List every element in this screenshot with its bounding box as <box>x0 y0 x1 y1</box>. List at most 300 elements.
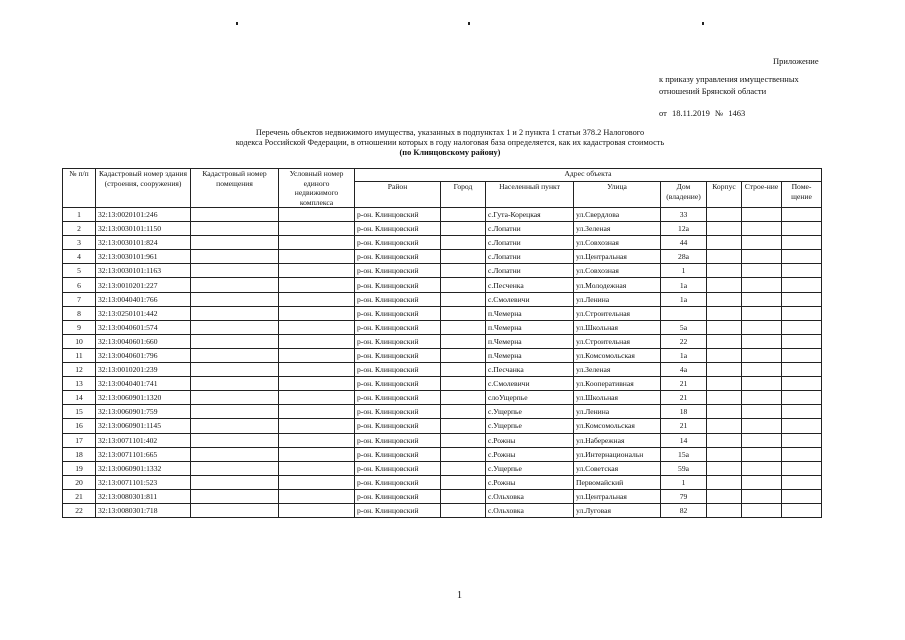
cell-conditional-number <box>279 461 355 475</box>
cell-settlement: п.Чемерна <box>486 320 574 334</box>
cell-city <box>441 377 486 391</box>
cell-building <box>707 363 742 377</box>
cell-structure <box>742 208 782 222</box>
cell-settlement: с.Рожны <box>486 433 574 447</box>
list-intro <box>150 128 750 158</box>
cell-house: 18 <box>661 405 707 419</box>
cell-room-number <box>191 208 279 222</box>
table-row <box>63 489 822 503</box>
cell-house: 4а <box>661 363 707 377</box>
cell-building <box>707 222 742 236</box>
cell-building <box>707 278 742 292</box>
cell-premises <box>782 250 822 264</box>
cell-street: ул.Набережная <box>574 433 661 447</box>
cell-room-number <box>191 222 279 236</box>
cell-district: р-он. Клинцовский <box>355 292 441 306</box>
cell-room-number <box>191 447 279 461</box>
cell-structure <box>742 447 782 461</box>
cell-district: р-он. Клинцовский <box>355 489 441 503</box>
cell-num: 21 <box>63 489 96 503</box>
cell-conditional-number <box>279 348 355 362</box>
table-row <box>63 250 822 264</box>
cell-room-number <box>191 405 279 419</box>
cell-house: 1а <box>661 292 707 306</box>
cell-room-number <box>191 461 279 475</box>
cell-house: 28а <box>661 250 707 264</box>
cell-cadastral-number: 32:13:0030101:824 <box>96 236 191 250</box>
cell-premises <box>782 503 822 517</box>
cell-premises <box>782 320 822 334</box>
cell-house: 5а <box>661 320 707 334</box>
cell-num: 18 <box>63 447 96 461</box>
cell-room-number <box>191 334 279 348</box>
cell-structure <box>742 264 782 278</box>
cell-cadastral-number: 32:13:0020101:246 <box>96 208 191 222</box>
header-conditional-number: Условный номер единого недвижимого комплекса <box>279 169 355 208</box>
cell-city <box>441 405 486 419</box>
table-row <box>63 320 822 334</box>
cell-city <box>441 363 486 377</box>
table-row <box>63 306 822 320</box>
table-row <box>63 405 822 419</box>
cell-premises <box>782 419 822 433</box>
cell-city <box>441 433 486 447</box>
cell-settlement: с.Ольховка <box>486 503 574 517</box>
cell-settlement: с.Гута-Корецкая <box>486 208 574 222</box>
cell-room-number <box>191 489 279 503</box>
cell-conditional-number <box>279 222 355 236</box>
table-row <box>63 222 822 236</box>
cell-premises <box>782 377 822 391</box>
cell-num: 16 <box>63 419 96 433</box>
cell-num: 17 <box>63 433 96 447</box>
cell-cadastral-number: 32:13:0071101:523 <box>96 475 191 489</box>
cell-building <box>707 320 742 334</box>
cell-settlement: п.Чемерна <box>486 306 574 320</box>
cell-settlement: с.Ущерпье <box>486 461 574 475</box>
cell-building <box>707 377 742 391</box>
table-row <box>63 503 822 517</box>
cell-building <box>707 447 742 461</box>
header-cadastral-room: Кадастровый номер помещения <box>191 169 279 208</box>
cell-conditional-number <box>279 475 355 489</box>
cell-city <box>441 264 486 278</box>
cell-conditional-number <box>279 433 355 447</box>
cell-street: ул.Зеленая <box>574 222 661 236</box>
cell-room-number <box>191 264 279 278</box>
cell-structure <box>742 377 782 391</box>
cell-street: ул.Совхозная <box>574 264 661 278</box>
table-row <box>63 419 822 433</box>
cell-conditional-number <box>279 489 355 503</box>
cell-district: р-он. Клинцовский <box>355 461 441 475</box>
cell-num: 20 <box>63 475 96 489</box>
cell-structure <box>742 419 782 433</box>
cell-district: р-он. Клинцовский <box>355 334 441 348</box>
cell-house: 21 <box>661 391 707 405</box>
cell-cadastral-number: 32:13:0040401:766 <box>96 292 191 306</box>
cell-building <box>707 405 742 419</box>
cell-cadastral-number: 32:13:0040601:796 <box>96 348 191 362</box>
cell-room-number <box>191 475 279 489</box>
cell-premises <box>782 208 822 222</box>
cell-room-number <box>191 236 279 250</box>
cell-settlement: слоУщерпье <box>486 391 574 405</box>
cell-structure <box>742 489 782 503</box>
cell-cadastral-number: 32:13:0030101:1163 <box>96 264 191 278</box>
cell-cadastral-number: 32:13:0030101:1150 <box>96 222 191 236</box>
cell-settlement: с.Лопатни <box>486 264 574 278</box>
cell-district: р-он. Клинцовский <box>355 306 441 320</box>
cell-city <box>441 391 486 405</box>
table-row <box>63 447 822 461</box>
cell-district: р-он. Клинцовский <box>355 363 441 377</box>
header-settlement: Населенный пункт <box>486 182 574 208</box>
cell-street: ул.Школьная <box>574 320 661 334</box>
cell-cadastral-number: 32:13:0010201:239 <box>96 363 191 377</box>
cell-cadastral-number: 32:13:0030101:961 <box>96 250 191 264</box>
cell-structure <box>742 236 782 250</box>
scan-mark <box>468 22 470 25</box>
table-body <box>63 208 822 518</box>
cell-city <box>441 475 486 489</box>
cell-premises <box>782 292 822 306</box>
cell-district: р-он. Клинцовский <box>355 250 441 264</box>
cell-building <box>707 306 742 320</box>
cell-settlement: с.Рожны <box>486 447 574 461</box>
cell-conditional-number <box>279 391 355 405</box>
cell-premises <box>782 391 822 405</box>
cell-structure <box>742 320 782 334</box>
cell-conditional-number <box>279 250 355 264</box>
cell-conditional-number <box>279 208 355 222</box>
cell-num: 6 <box>63 278 96 292</box>
table-header-row <box>63 169 822 182</box>
cell-room-number <box>191 419 279 433</box>
order-line-1: к приказу управления имущественных <box>659 74 799 84</box>
cell-premises <box>782 236 822 250</box>
cell-city <box>441 306 486 320</box>
cell-street: ул.Совхозная <box>574 236 661 250</box>
cell-room-number <box>191 377 279 391</box>
table-row <box>63 475 822 489</box>
cell-building <box>707 419 742 433</box>
cell-district: р-он. Клинцовский <box>355 503 441 517</box>
cell-city <box>441 278 486 292</box>
cell-conditional-number <box>279 292 355 306</box>
cell-premises <box>782 475 822 489</box>
cell-num: 15 <box>63 405 96 419</box>
cell-structure <box>742 391 782 405</box>
cell-num: 10 <box>63 334 96 348</box>
cell-city <box>441 208 486 222</box>
cell-premises <box>782 306 822 320</box>
table-row <box>63 461 822 475</box>
header-street: Улица <box>574 182 661 208</box>
cell-structure <box>742 334 782 348</box>
cell-city <box>441 250 486 264</box>
cell-conditional-number <box>279 405 355 419</box>
cell-city <box>441 503 486 517</box>
cell-structure <box>742 278 782 292</box>
cell-cadastral-number: 32:13:0060901:759 <box>96 405 191 419</box>
cell-num: 1 <box>63 208 96 222</box>
cell-house: 12а <box>661 222 707 236</box>
cell-street: ул.Школьная <box>574 391 661 405</box>
cell-street: ул.Центральная <box>574 489 661 503</box>
cell-cadastral-number: 32:13:0080301:718 <box>96 503 191 517</box>
cell-conditional-number <box>279 320 355 334</box>
cell-settlement: с.Лопатни <box>486 250 574 264</box>
cell-conditional-number <box>279 236 355 250</box>
cell-structure <box>742 363 782 377</box>
cell-house: 33 <box>661 208 707 222</box>
cell-settlement: с.Ущерпье <box>486 419 574 433</box>
cell-settlement: с.Смолевичи <box>486 377 574 391</box>
cell-building <box>707 433 742 447</box>
cell-cadastral-number: 32:13:0040401:741 <box>96 377 191 391</box>
cell-house: 44 <box>661 236 707 250</box>
cell-num: 9 <box>63 320 96 334</box>
cell-premises <box>782 222 822 236</box>
table-row <box>63 278 822 292</box>
cell-building <box>707 348 742 362</box>
cell-num: 22 <box>63 503 96 517</box>
cell-premises <box>782 405 822 419</box>
cell-cadastral-number: 32:13:0250101:442 <box>96 306 191 320</box>
cell-num: 14 <box>63 391 96 405</box>
header-city: Город <box>441 182 486 208</box>
cell-settlement: с.Ущерпье <box>486 405 574 419</box>
cell-cadastral-number: 32:13:0040601:660 <box>96 334 191 348</box>
cell-conditional-number <box>279 264 355 278</box>
intro-line-2: кодекса Российской Федерации, в отношении которых в году налоговая база определяется, как их кадастровая стоимость <box>235 138 665 147</box>
cell-district: р-он. Клинцовский <box>355 320 441 334</box>
table-row <box>63 292 822 306</box>
cell-street: ул.Луговая <box>574 503 661 517</box>
cell-street: ул.Строительная <box>574 334 661 348</box>
cell-conditional-number <box>279 363 355 377</box>
cell-conditional-number <box>279 503 355 517</box>
cell-premises <box>782 278 822 292</box>
cell-district: р-он. Клинцовский <box>355 391 441 405</box>
cell-room-number <box>191 250 279 264</box>
cell-street: Первомайский <box>574 475 661 489</box>
cell-street: ул.Строительная <box>574 306 661 320</box>
cell-street: ул.Свердлова <box>574 208 661 222</box>
cell-district: р-он. Клинцовский <box>355 278 441 292</box>
cell-building <box>707 236 742 250</box>
cell-city <box>441 292 486 306</box>
header-num: № п/п <box>63 169 96 208</box>
cell-cadastral-number: 32:13:0060901:1332 <box>96 461 191 475</box>
cell-street: ул.Советская <box>574 461 661 475</box>
cell-num: 19 <box>63 461 96 475</box>
cell-district: р-он. Клинцовский <box>355 208 441 222</box>
cell-street: ул.Кооперативная <box>574 377 661 391</box>
cell-room-number <box>191 306 279 320</box>
cell-street: ул.Комсомольская <box>574 419 661 433</box>
cell-district: р-он. Клинцовский <box>355 447 441 461</box>
cell-structure <box>742 503 782 517</box>
cell-structure <box>742 405 782 419</box>
cell-room-number <box>191 348 279 362</box>
cell-premises <box>782 447 822 461</box>
cell-settlement: с.Рожны <box>486 475 574 489</box>
cell-building <box>707 292 742 306</box>
cell-building <box>707 264 742 278</box>
header-structure: Строе-ние <box>742 182 782 208</box>
cell-num: 5 <box>63 264 96 278</box>
cell-settlement: с.Ольховка <box>486 489 574 503</box>
cell-settlement: с.Песченка <box>486 278 574 292</box>
cell-street: ул.Молодежная <box>574 278 661 292</box>
cell-district: р-он. Клинцовский <box>355 222 441 236</box>
cell-house: 82 <box>661 503 707 517</box>
cell-structure <box>742 306 782 320</box>
header-premises: Поме-щение <box>782 182 822 208</box>
cell-building <box>707 489 742 503</box>
table-row <box>63 391 822 405</box>
cell-settlement: с.Песчанка <box>486 363 574 377</box>
cell-structure <box>742 348 782 362</box>
cell-num: 3 <box>63 236 96 250</box>
cell-house: 21 <box>661 419 707 433</box>
cell-city <box>441 222 486 236</box>
cell-city <box>441 489 486 503</box>
cell-premises <box>782 461 822 475</box>
table-row <box>63 208 822 222</box>
table-row <box>63 264 822 278</box>
cell-conditional-number <box>279 278 355 292</box>
cell-district: р-он. Клинцовский <box>355 475 441 489</box>
table-row <box>63 377 822 391</box>
cell-district: р-он. Клинцовский <box>355 419 441 433</box>
header-house: Дом (владение) <box>661 182 707 208</box>
cell-structure <box>742 461 782 475</box>
cell-house: 1а <box>661 348 707 362</box>
cell-house: 1 <box>661 264 707 278</box>
cell-room-number <box>191 320 279 334</box>
cell-structure <box>742 250 782 264</box>
cell-settlement: п.Чемерна <box>486 348 574 362</box>
cell-num: 12 <box>63 363 96 377</box>
page-number: 1 <box>457 590 462 601</box>
cell-num: 13 <box>63 377 96 391</box>
cell-district: р-он. Клинцовский <box>355 236 441 250</box>
cell-cadastral-number: 32:13:0071101:665 <box>96 447 191 461</box>
cell-cadastral-number: 32:13:0060901:1145 <box>96 419 191 433</box>
cell-room-number <box>191 503 279 517</box>
cell-premises <box>782 334 822 348</box>
cell-conditional-number <box>279 334 355 348</box>
cell-num: 4 <box>63 250 96 264</box>
cell-premises <box>782 264 822 278</box>
cell-house <box>661 306 707 320</box>
cell-settlement: с.Смолевичи <box>486 292 574 306</box>
cell-city <box>441 447 486 461</box>
cell-cadastral-number: 32:13:0080301:811 <box>96 489 191 503</box>
cell-house: 14 <box>661 433 707 447</box>
appendix-title: Приложение <box>773 56 819 66</box>
intro-district: (по Клинцовскому району) <box>399 148 501 157</box>
cell-district: р-он. Клинцовский <box>355 377 441 391</box>
header-building: Корпус <box>707 182 742 208</box>
header-address: Адрес объекта <box>355 169 822 182</box>
cell-district: р-он. Клинцовский <box>355 348 441 362</box>
cell-structure <box>742 292 782 306</box>
cell-num: 8 <box>63 306 96 320</box>
table-row <box>63 236 822 250</box>
cell-num: 2 <box>63 222 96 236</box>
cell-settlement: с.Лопатни <box>486 236 574 250</box>
cell-room-number <box>191 278 279 292</box>
cell-cadastral-number: 32:13:0010201:227 <box>96 278 191 292</box>
cell-street: ул.Ленина <box>574 292 661 306</box>
cell-city <box>441 334 486 348</box>
cell-city <box>441 320 486 334</box>
cell-num: 7 <box>63 292 96 306</box>
cell-premises <box>782 489 822 503</box>
cell-city <box>441 348 486 362</box>
cell-conditional-number <box>279 377 355 391</box>
cell-building <box>707 208 742 222</box>
cell-house: 22 <box>661 334 707 348</box>
scan-mark <box>236 22 238 25</box>
cell-conditional-number <box>279 419 355 433</box>
cell-building <box>707 475 742 489</box>
cell-premises <box>782 433 822 447</box>
cell-city <box>441 461 486 475</box>
cell-settlement: с.Лопатни <box>486 222 574 236</box>
cell-room-number <box>191 433 279 447</box>
cell-street: ул.Интернациональн <box>574 447 661 461</box>
cell-structure <box>742 433 782 447</box>
cell-conditional-number <box>279 447 355 461</box>
scan-mark <box>702 22 704 25</box>
header-cadastral-building: Кадастровый номер здания (строения, сооружения) <box>96 169 191 208</box>
cell-district: р-он. Клинцовский <box>355 264 441 278</box>
header-district: Район <box>355 182 441 208</box>
cell-building <box>707 391 742 405</box>
table-row <box>63 363 822 377</box>
cell-house: 1 <box>661 475 707 489</box>
cell-house: 21 <box>661 377 707 391</box>
cell-structure <box>742 475 782 489</box>
cell-building <box>707 503 742 517</box>
cell-street: ул.Зеленая <box>574 363 661 377</box>
cell-building <box>707 334 742 348</box>
cell-premises <box>782 348 822 362</box>
cell-structure <box>742 222 782 236</box>
cell-num: 11 <box>63 348 96 362</box>
cell-premises <box>782 363 822 377</box>
cell-building <box>707 461 742 475</box>
cell-city <box>441 419 486 433</box>
order-date: от 18.11.2019 № 1463 <box>659 108 746 118</box>
cell-street: ул.Комсомольская <box>574 348 661 362</box>
table-row <box>63 334 822 348</box>
table-row <box>63 348 822 362</box>
cell-house: 15а <box>661 447 707 461</box>
cell-room-number <box>191 292 279 306</box>
order-line-2: отношений Брянской области <box>659 86 767 96</box>
cell-district: р-он. Клинцовский <box>355 433 441 447</box>
property-table <box>62 168 822 518</box>
cell-settlement: п.Чемерна <box>486 334 574 348</box>
cell-district: р-он. Клинцовский <box>355 405 441 419</box>
cell-house: 59а <box>661 461 707 475</box>
